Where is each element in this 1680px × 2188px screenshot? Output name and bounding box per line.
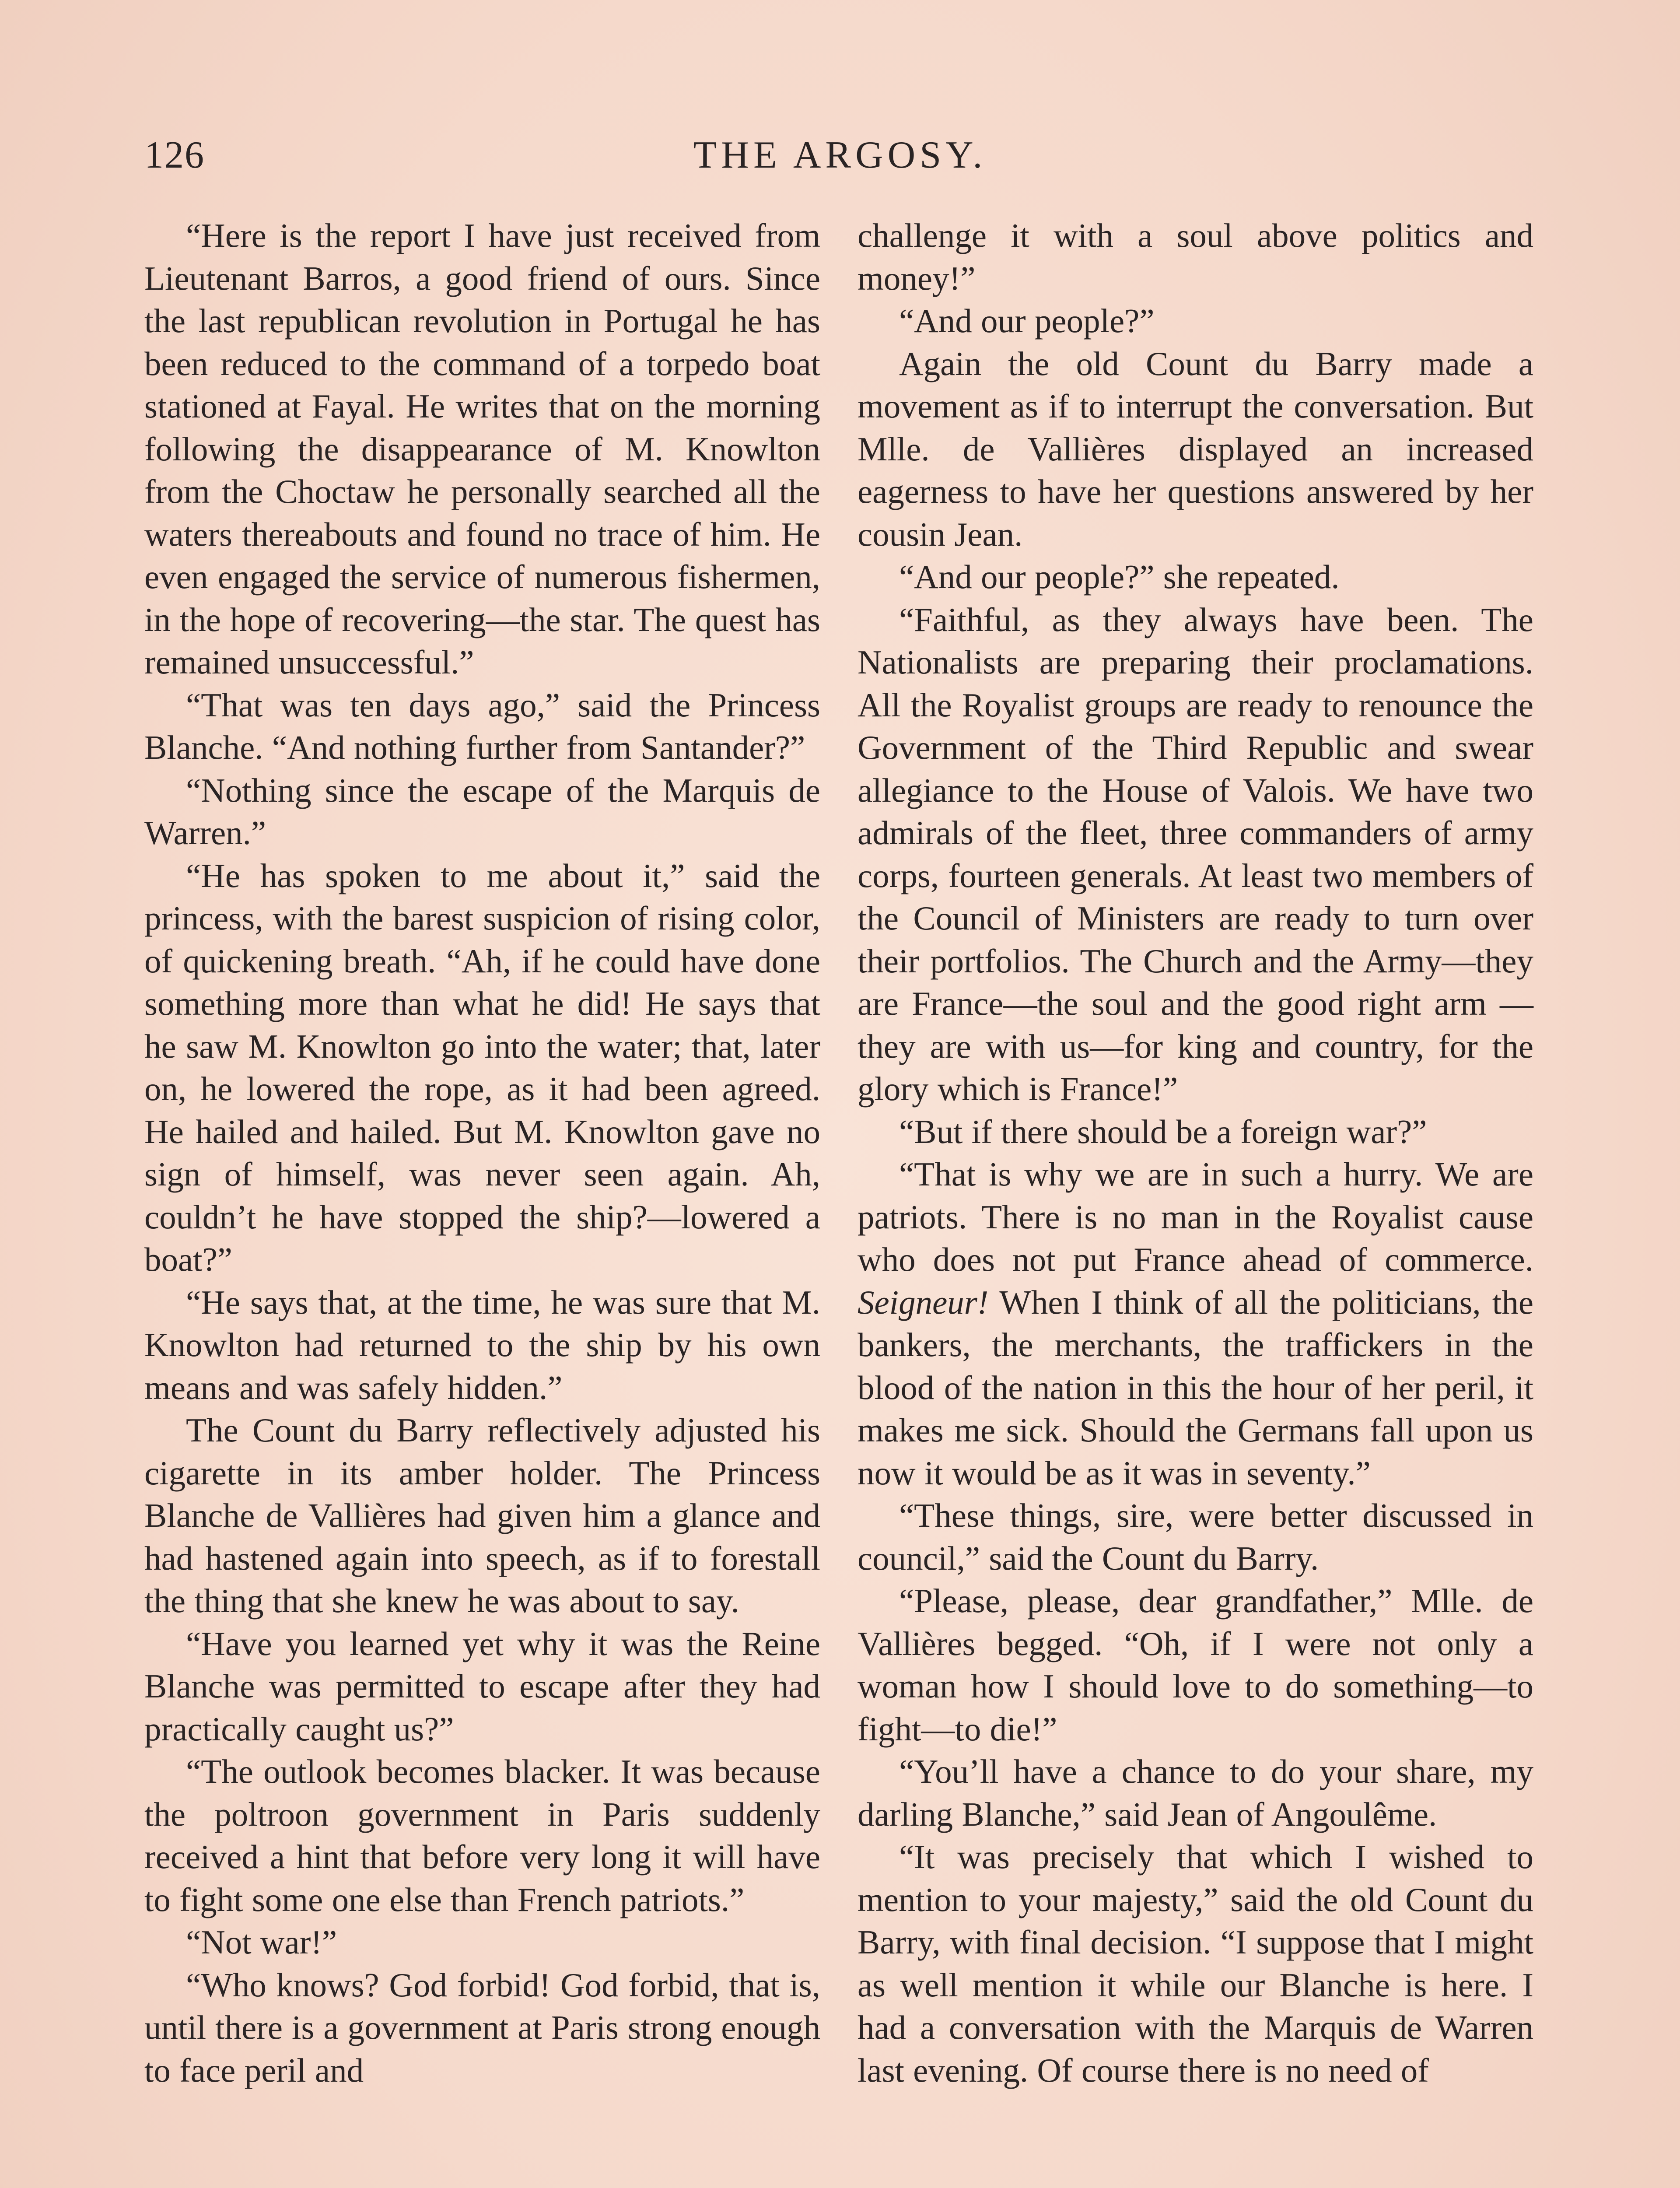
italic-exclamation: Seigneur! — [858, 1283, 989, 1321]
paragraph: “And our people?” she repeated. — [899, 558, 1340, 596]
left-column — [144, 214, 820, 2092]
paragraph-continuation: challenge it with a soul above politics and money!” — [858, 217, 1533, 297]
paragraph: “He says that, at the time, he was sure that M. Knowlton had returned to the ship by his own means and was safely hidden.” — [144, 1283, 820, 1406]
paragraph: Again the old Count du Barry made a movement as if to interrupt the conversation. But Mlle. de Vallières displayed an increased eagerness to have her questions answered by her cousin Jean. — [858, 344, 1533, 553]
running-head: THE ARGOSY. — [693, 134, 987, 176]
paragraph: “That was ten days ago,” said the Princess Blanche. “And nothing further from Santander?” — [144, 686, 820, 766]
paragraph-rest: When I think of all the politicians, the bankers, the merchants, the traffickers in the blood of the nation in this the hour of her peril, it makes me sick. Should the Germans fall upon us now it would be as it was in seventy.” — [858, 1283, 1533, 1492]
page-number: 126 — [144, 134, 205, 176]
paragraph: “But if there should be a foreign war?” — [899, 1112, 1427, 1150]
paragraph: “Have you learned yet why it was the Reine Blanche was permitted to escape after they had practically caught us?” — [144, 1624, 820, 1748]
paragraph: “And our people?” — [899, 302, 1155, 340]
paragraph — [858, 1153, 1533, 1494]
paragraph-start: “That is why we are in such a hurry. We are patriots. There is no man in the Royalist cause who does not put France ahead of commerce. — [858, 1155, 1533, 1278]
paragraph: “You’ll have a chance to do your share, my darling Blanche,” said Jean of Angoulême. — [858, 1753, 1533, 1833]
paragraph: “The outlook becomes blacker. It was because the poltroon government in Paris suddenly received a hint that before very long it will have to fight some one else than French patriots.” — [144, 1753, 820, 1918]
paragraph: “Not war!” — [186, 1923, 337, 1961]
paragraph: The Count du Barry reflectively adjusted his cigarette in its amber holder. The Princess Blanche de Vallières had given him a glance and had hastened again into speech, as if to forestall the thing that she knew he was about to say. — [144, 1411, 820, 1620]
right-column — [858, 214, 1533, 2092]
paragraph: “These things, sire, were better discussed in council,” said the Count du Barry. — [858, 1497, 1533, 1577]
paragraph: “He has spoken to me about it,” said the princess, with the barest suspicion of rising color, of quickening breath. “Ah, if he could have done something more than what he did! He says that he saw M. Knowlton go into the water; that, later on, he lowered the rope, as it had been agreed. He hailed and hailed. But M. Knowlton gave no sign of himself, was never seen again. Ah, couldn’t he have stopped the ship?—lowered a boat?” — [144, 856, 820, 1278]
paragraph: “Who knows? God forbid! God forbid, that is, until there is a government at Paris strong enough to face peril and — [144, 1966, 820, 2089]
paragraph: “Faithful, as they always have been. The Nationalists are preparing their proclamations. All the Royalist groups are ready to renounce the Government of the Third Republic and swear allegiance to the House of Valois. We have two admirals of the fleet, three commanders of army corps, fourteen generals. At least two members of the Council of Ministers are ready to turn over their portfolios. The Church and the Army—they are France—the soul and the good right arm —they are with us—for king and country, for the glory which is France!” — [858, 600, 1533, 1108]
paragraph: “It was precisely that which I wished to mention to your majesty,” said the old Count du Barry, with final decision. “I suppose that I might as well mention it while our Blanche is here. I had a conversation with the Marquis de Warren last evening. Of course there is no need of — [858, 1838, 1533, 2089]
page-header — [144, 131, 1536, 188]
paragraph: “Nothing since the escape of the Marquis de Warren.” — [144, 771, 820, 852]
paragraph: “Please, please, dear grandfather,” Mlle. de Vallières begged. “Oh, if I were not only a woman how I should love to do something—to fight—to die!” — [858, 1582, 1533, 1748]
paragraph: “Here is the report I have just received from Lieutenant Barros, a good friend of ours. Since the last republican revolution in Portugal he has been reduced to the command of a torpedo boat stationed at Fayal. He writes that on the morning following the disappearance of M. Knowlton from the Choctaw he personally searched all the waters thereabouts and found no trace of him. He even engaged the service of numerous fishermen, in the hope of recovering—the star. The quest has remained unsuccessful.” — [144, 217, 820, 681]
